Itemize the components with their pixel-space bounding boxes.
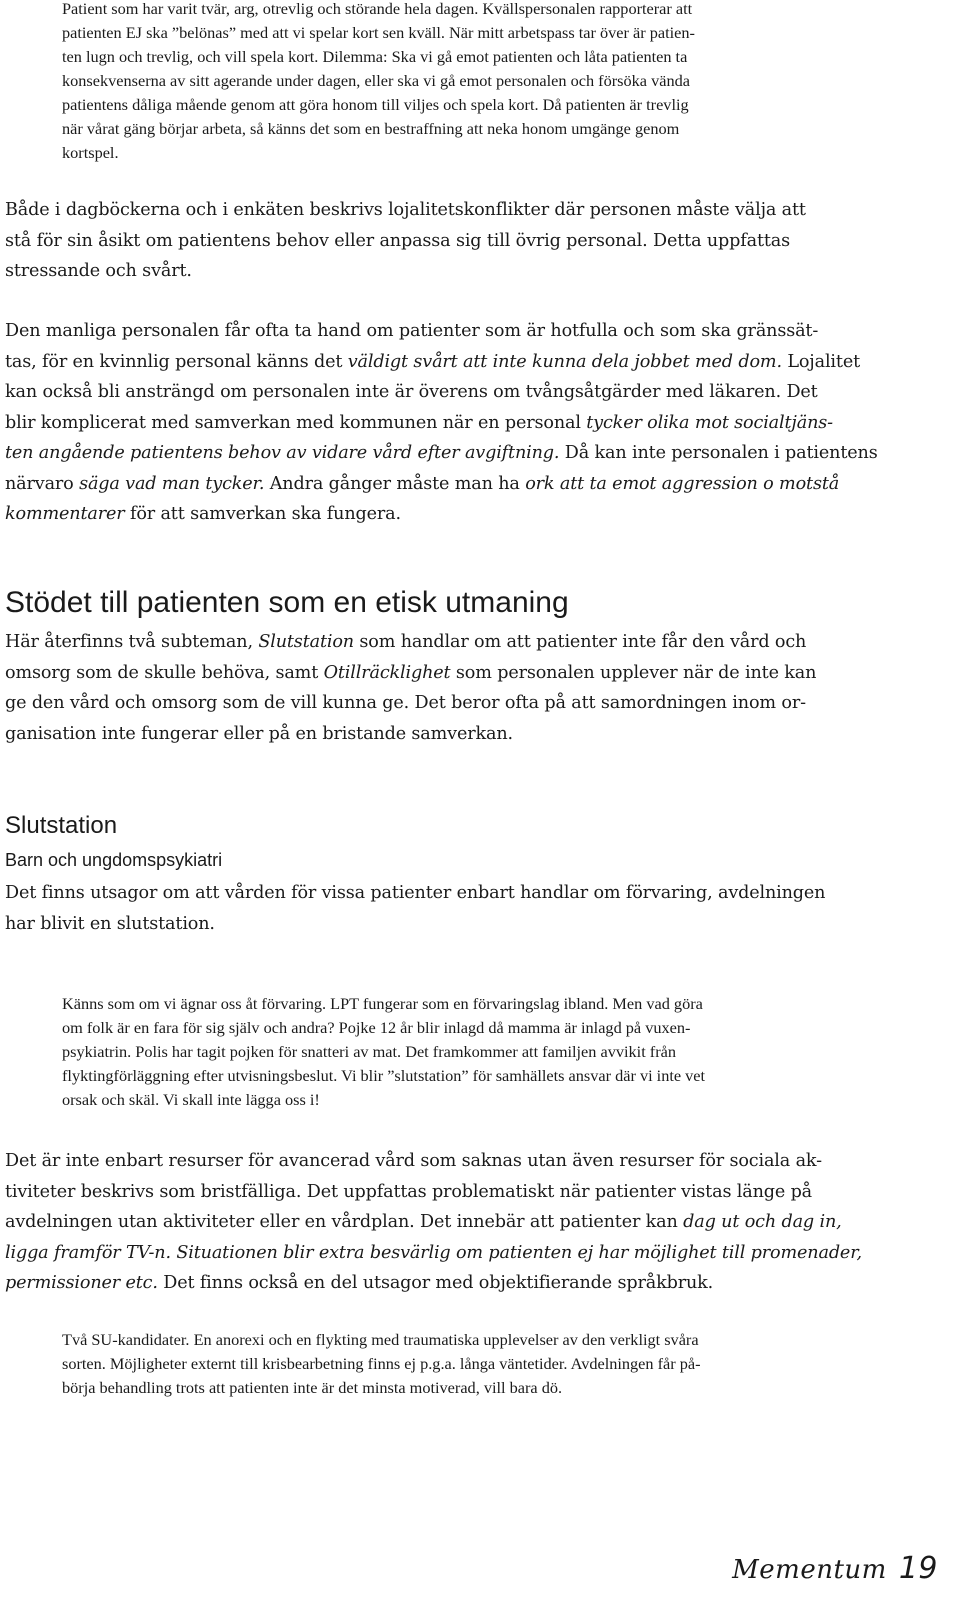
text-line: kommentarer för att samverkan ska fungera. [5,504,401,524]
quote-line: patientens dåliga mående genom att göra honom till viljes och spela kort. Då patienten är trevlig [62,95,689,114]
publication-name: Mementum [732,1555,887,1585]
quote-line: patienten EJ ska ”belönas” med att vi spelar kort sen kväll. När mitt arbetspass tar över är patien- [62,23,695,42]
text-line: ligga framför TV-n. Situationen blir extra besvärlig om patienten ej har möjlighet till promenader, [5,1242,862,1263]
text-line: har blivit en slutstation. [5,913,215,934]
page-footer [732,1552,938,1587]
text-line: ganisation inte fungerar eller på en bristande samverkan. [5,723,513,744]
text-line: tas, för en kvinnlig personal känns det väldigt svårt att inte kunna dela jobbet med dom. Lojalitet [5,351,861,372]
quote-line: sorten. Möjligheter externt till krisbearbetning finns ej p.g.a. långa väntetider. Avdelningen får på- [62,1354,701,1373]
quote-line: flyktingförläggning efter utvisningsbeslut. Vi blir ”slutstation” för samhällets ansvar där vi inte vet [62,1066,706,1085]
subsection-subtitle: Barn och ungdomspsykiatri [5,850,223,870]
text-line: omsorg som de skulle behöva, samt Otillräcklighet som personalen upplever när de inte kan [5,662,817,683]
text-line: tiviteter beskrivs som bristfälliga. Det uppfattas problematiskt när patienter vistas länge på [5,1181,813,1202]
text-line: blir komplicerat med samverkan med kommunen när en personal tycker olika mot socialtjäns- [5,412,833,433]
text-line: Det finns utsagor om att vården för vissa patienter enbart handlar om förvaring, avdelningen [5,883,826,903]
text-line: permissioner etc. Det finns också en del utsagor med objektifierande språkbruk. [5,1273,714,1293]
quote-line: om folk är en fara för sig själv och andra? Pojke 12 år blir inlagd då mamma är inlagd på vuxen- [62,1018,691,1037]
subsection-heading: Slutstation [5,812,118,839]
quote-line: ten lugn och trevlig, och vill spela kort. Dilemma: Ska vi gå emot patienten och låta patienten ta [62,47,688,66]
paragraph-loyalty-conflicts [5,195,940,287]
quote-line: Patient som har varit tvär, arg, otrevlig och störande hela dagen. Kvällspersonalen rapporterar att [62,0,693,18]
quote-line: Två SU-kandidater. En anorexi och en flykting med traumatiska upplevelser av den verkligt svåra [62,1330,699,1349]
quote-line: orsak och skäl. Vi skall inte lägga oss i! [62,1090,320,1109]
quote-block-patient-cards [62,0,942,165]
text-line: ge den vård och omsorg som de vill kunna ge. Det beror ofta på att samordningen inom or- [5,693,806,713]
text-line: kan också bli ansträngd om personalen inte är överens om tvångsåtgärder med läkaren. Det [5,382,818,402]
text-line: Det är inte enbart resurser för avancerad vård som saknas utan även resurser för sociala ak- [5,1151,822,1171]
text-line: avdelningen utan aktiviteter eller en vårdplan. Det innebär att patienter kan dag ut och dag in, [5,1212,842,1232]
section-heading: Stödet till patienten som en etisk utmaning [5,586,569,619]
text-line: stressande och svårt. [5,261,192,281]
paragraph-storage [5,878,940,939]
quote-block-su-candidates [62,1328,942,1400]
quote-line: psykiatrin. Polis har tagit pojken för snatteri av mat. Det framkommer att familjen avvikit från [62,1042,676,1061]
text-line: Både i dagböckerna och i enkäten beskrivs lojalitetskonflikter där personen måste välja att [5,200,806,220]
quote-line: när vårat gäng börjar arbeta, så känns det som en bestraffning att neka honom umgänge genom [62,119,680,138]
paragraph-male-staff [5,316,940,530]
paragraph-resources [5,1146,940,1299]
quote-line: börja behandling trots att patienten inte är det minsta motiverad, vill bara dö. [62,1378,563,1397]
text-line: Den manliga personalen får ofta ta hand om patienter som är hotfulla och som ska gränssät- [5,321,819,341]
paragraph-subthemes [5,627,940,749]
text-line: stå för sin åsikt om patientens behov eller anpassa sig till övrig personal. Detta uppfattas [5,230,791,251]
quote-line: Känns som om vi ägnar oss åt förvaring. LPT fungerar som en förvaringslag ibland. Men vad göra [62,994,703,1013]
quote-block-storage [62,992,942,1112]
page-number: 19 [898,1551,938,1586]
quote-line: kortspel. [62,143,119,162]
text-line: Här återfinns två subteman, Slutstation som handlar om att patienter inte får den vård och [5,632,807,652]
text-line: ten angående patientens behov av vidare vård efter avgiftning. Då kan inte personalen i patientens [5,443,878,463]
quote-line: konsekvenserna av sitt agerande under dagen, eller ska vi gå emot personalen och försöka vända [62,71,690,90]
text-line: närvaro säga vad man tycker. Andra gånger måste man ha ork att ta emot aggression o motstå [5,473,840,494]
